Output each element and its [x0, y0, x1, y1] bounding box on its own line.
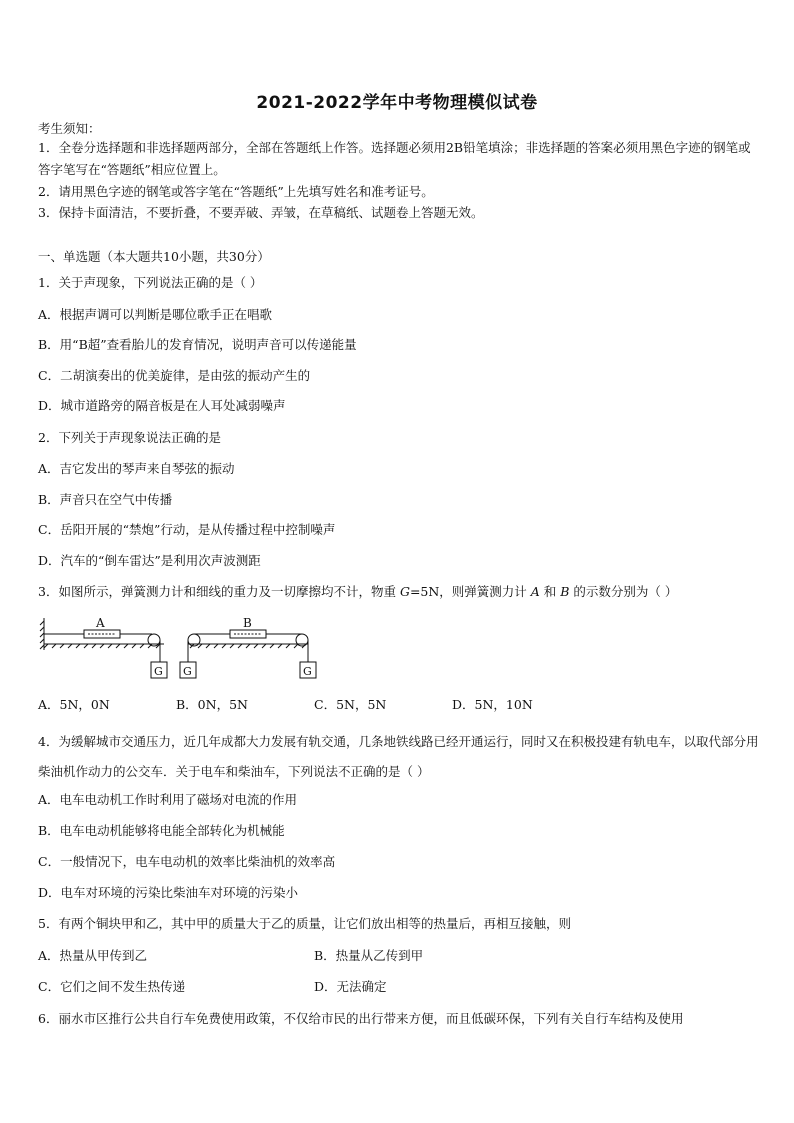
table-hatch-right: [190, 644, 306, 648]
option-a: A．根据声调可以判断是哪位歌手正在唱歌: [38, 307, 273, 322]
label-a: A: [96, 616, 105, 630]
option-c: C．它们之间不发生热传递: [38, 979, 186, 994]
option-c: C．5N，5N: [314, 697, 387, 712]
option-a: A．5N，0N: [38, 697, 110, 712]
option-d: D．电车对环境的污染比柴油车对环境的污染小: [38, 885, 299, 900]
question-stem: 1．关于声现象，下列说法正确的是（ ）: [38, 275, 263, 290]
notice-item: 3．保持卡面清洁，不要折叠，不要弄破、弄皱，在草稿纸、试题卷上答题无效。: [38, 205, 484, 220]
notice-item: 1．全卷分选择题和非选择题两部分，全部在答题纸上作答。选择题必须用2B铅笔填涂；非选择题的答案必须用黑色字迹的钢笔或答字笔写在“答题纸”相应位置上。: [38, 140, 751, 177]
option-d: D．5N，10N: [452, 697, 533, 712]
option-c: C．岳阳开展的“禁炮”行动，是从传播过程中控制噪声: [38, 522, 336, 537]
option-a: A．吉它发出的琴声来自琴弦的振动: [38, 461, 235, 476]
notice-heading: 考生须知：: [38, 121, 101, 136]
option-b: B．声音只在空气中传播: [38, 492, 173, 507]
question-stem: 4．为缓解城市交通压力，近几年成都大力发展有轨交通，几条地铁线路已经开通运行，同时又在积极投建有轨电车，以取代部分用柴油机作动力的公交车．关于电车和柴油车，下列说法不正确的是（ ）: [38, 734, 759, 779]
question-stem: 2．下列关于声现象说法正确的是: [38, 430, 221, 445]
option-c: C．二胡演奏出的优美旋律，是由弦的振动产生的: [38, 368, 311, 383]
wall-hatch: [40, 621, 44, 649]
option-d: D．汽车的“倒车雷达”是利用次声波测距: [38, 553, 261, 568]
option-d: D．无法确定: [314, 979, 387, 994]
option-b: B．热量从乙传到甲: [314, 948, 424, 963]
table-hatch-left: [44, 644, 160, 648]
weight-label: G: [154, 665, 163, 678]
question-stem: 3．如图所示，弹簧测力计和细线的重力及一切摩擦均不计，物重 G=5N，则弹簧测力计 A 和 B 的示数分别为（ ）: [38, 584, 678, 599]
option-a: A．热量从甲传到乙: [38, 948, 148, 963]
option-b: B．用“B超”查看胎儿的发育情况，说明声音可以传递能量: [38, 337, 357, 352]
option-b: B．0N，5N: [176, 697, 248, 712]
option-c: C．一般情况下，电车电动机的效率比柴油机的效率高: [38, 854, 336, 869]
option-b: B．电车电动机能够将电能全部转化为机械能: [38, 823, 285, 838]
label-b: B: [243, 616, 252, 630]
section-heading: 一、单选题（本大题共10小题，共30分）: [38, 249, 270, 264]
weight-label: G: [303, 665, 312, 678]
spring-scale-figure: [38, 612, 338, 687]
question-stem: 5．有两个铜块甲和乙，其中甲的质量大于乙的质量，让它们放出相等的热量后，再相互接触，则: [38, 916, 571, 931]
page-title: 2021-2022学年中考物理模似试卷: [256, 93, 538, 113]
option-a: A．电车电动机工作时利用了磁场对电流的作用: [38, 792, 298, 807]
notice-item: 2．请用黑色字迹的钢笔或答字笔在“答题纸”上先填写姓名和准考证号。: [38, 184, 434, 199]
weight-label: G: [183, 665, 192, 678]
option-d: D．城市道路旁的隔音板是在人耳处减弱噪声: [38, 398, 286, 413]
question-stem: 6．丽水市区推行公共自行车免费使用政策，不仅给市民的出行带来方便，而且低碳环保，下列有关自行车结构及使用: [38, 1011, 684, 1026]
